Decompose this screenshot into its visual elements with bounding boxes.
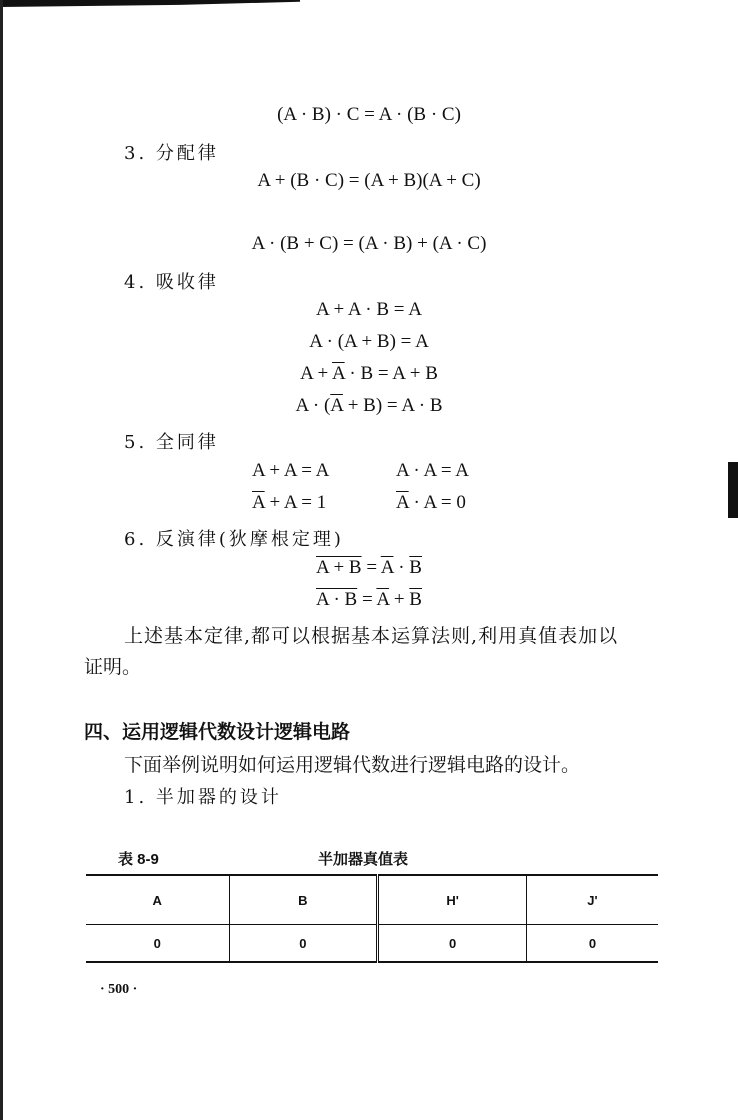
table-caption-title: 半加器真值表 bbox=[318, 851, 409, 868]
heading-demorgan: 6. 反演律(狄摩根定理) bbox=[124, 529, 344, 550]
eq-negated-term: $\overline{A}$ bbox=[331, 363, 345, 384]
equation-absorption-3 bbox=[0, 363, 738, 385]
eq-part: + bbox=[389, 589, 410, 610]
equation-associative: (A · B) · C = A · (B · C) bbox=[277, 104, 461, 125]
equation-demorgan-2 bbox=[0, 589, 738, 611]
eq-negated-term: $\overline{A}$ bbox=[252, 492, 265, 513]
eq-negated-term: A · B bbox=[316, 589, 358, 610]
paragraph-intro-design: 下面举例说明如何运用逻辑代数进行逻辑电路的设计。 bbox=[124, 754, 581, 776]
heading-identity: 5. 全同律 bbox=[124, 432, 219, 453]
table-header-cell: J' bbox=[526, 875, 658, 925]
eq-negated-term: A + B bbox=[316, 557, 362, 578]
truth-table bbox=[86, 874, 658, 963]
equation-absorption-4 bbox=[0, 395, 738, 417]
scan-edge-tab bbox=[728, 462, 738, 518]
table-header-cell: H' bbox=[378, 875, 527, 925]
eq-part: = bbox=[361, 557, 381, 578]
paragraph-laws-proof-line2: 证明。 bbox=[84, 656, 142, 678]
heading-half-adder: 1. 半加器的设计 bbox=[124, 787, 282, 808]
eq-negated-term: $\overline{B}$ bbox=[409, 557, 422, 578]
equation-identity-1: A + A = A bbox=[252, 460, 330, 481]
table-cell: 0 bbox=[229, 925, 378, 963]
table-cell: 0 bbox=[526, 925, 658, 963]
table-header-row bbox=[86, 875, 658, 925]
eq-part: · A = 0 bbox=[408, 492, 466, 513]
eq-part: + A = 1 bbox=[264, 492, 327, 513]
eq-negated-term: $\overline{A}$ bbox=[330, 395, 343, 416]
eq-part: = bbox=[357, 589, 377, 610]
eq-negated-term: $\overline{A}$ bbox=[396, 492, 409, 513]
scan-edge-top bbox=[0, 0, 300, 7]
eq-part: A + bbox=[300, 363, 332, 384]
table-header-cell: A bbox=[86, 875, 229, 925]
equation-identity-2: A · A = A bbox=[396, 460, 470, 481]
page-number: · 500 · bbox=[100, 982, 138, 997]
equation-distributive-2: A · (B + C) = (A · B) + (A · C) bbox=[251, 233, 487, 254]
eq-part: + B) = A · B bbox=[342, 395, 443, 416]
eq-negated-term: $\overline{A}$ bbox=[376, 589, 390, 610]
paragraph-laws-proof-line1: 上述基本定律,都可以根据基本运算法则,利用真值表加以 bbox=[124, 625, 619, 647]
table-caption-number: 表 8-9 bbox=[118, 851, 159, 868]
section-heading-4: 四、运用逻辑代数设计逻辑电路 bbox=[84, 721, 351, 743]
eq-part: · bbox=[393, 557, 410, 578]
equation-absorption-1: A + A · B = A bbox=[316, 299, 422, 320]
eq-part: · B = A + B bbox=[344, 363, 438, 384]
heading-absorption: 4. 吸收律 bbox=[124, 272, 219, 293]
heading-distributive: 3. 分配律 bbox=[124, 143, 219, 164]
table-cell: 0 bbox=[86, 925, 229, 963]
equation-distributive-1: A + (B · C) = (A + B)(A + C) bbox=[257, 170, 481, 191]
equation-identity-3 bbox=[252, 492, 326, 514]
eq-part: A · ( bbox=[295, 395, 331, 416]
table-row bbox=[86, 925, 658, 963]
equation-demorgan-1 bbox=[0, 557, 738, 579]
table-cell: 0 bbox=[378, 925, 527, 963]
equation-absorption-2: A · (A + B) = A bbox=[309, 331, 429, 352]
eq-negated-term: $\overline{A}$ bbox=[380, 557, 394, 578]
equation-identity-4 bbox=[396, 492, 466, 514]
eq-negated-term: $\overline{B}$ bbox=[409, 589, 422, 610]
table-header-cell: B bbox=[229, 875, 378, 925]
